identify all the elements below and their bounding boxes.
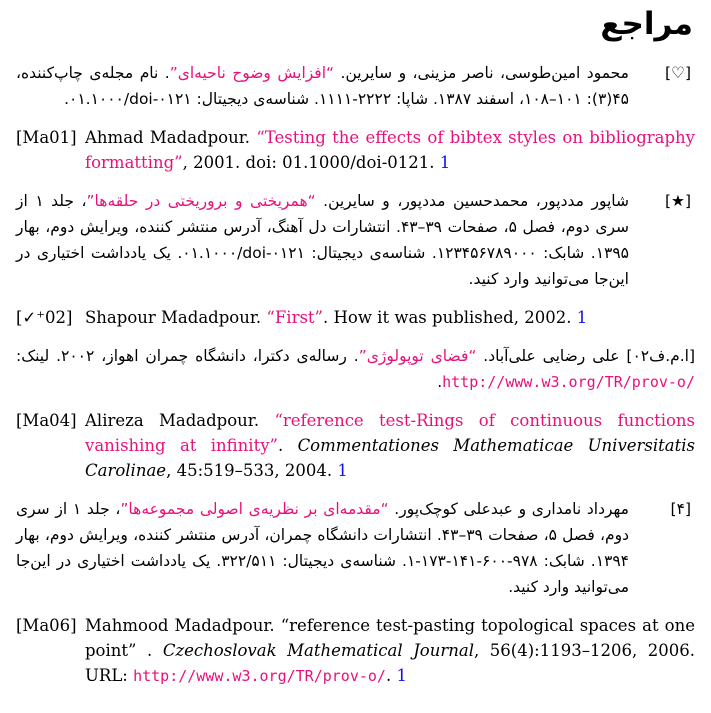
entry-title: “مقدمه‌ای بر نظریه‌ی اصولی مجموعه‌ها” bbox=[120, 500, 389, 518]
entry-info: , 56(4):1193–1206, 2006. URL: bbox=[85, 641, 696, 685]
page-ref-link[interactable]: 1 bbox=[576, 308, 588, 327]
url-link[interactable]: http://www.w3.org/TR/prov-o/ bbox=[133, 667, 386, 685]
entry-info: , 45:519–533, 2004. bbox=[166, 461, 338, 480]
entry-authors: مهرداد نامداری و عبدعلی کوچک‌پور. bbox=[388, 500, 629, 518]
reference-entry-star bbox=[16, 188, 695, 292]
entry-label-check-icon: [✓⁺02] bbox=[16, 308, 73, 327]
reference-entry-ma04 bbox=[16, 408, 695, 483]
entry-doi: ۰۱.۱۰۰۰/doi-۰۱۲۱ bbox=[182, 244, 305, 262]
entry-sep: . bbox=[277, 436, 298, 455]
entry-title: “همریختی و بروریختی در حلقه‌ها” bbox=[86, 192, 316, 210]
reference-entry-heart bbox=[16, 60, 695, 112]
entry-label: [Ma01] bbox=[16, 128, 77, 147]
entry-info: . How it was published, 2002. bbox=[323, 308, 577, 327]
entry-authors: علی رضایی علی‌آباد. bbox=[476, 347, 620, 365]
reference-entry-check02 bbox=[16, 305, 695, 330]
journal-name: Czechoslovak Mathematical Journal bbox=[162, 641, 474, 660]
entry-title: “افزایش وضوح ناحیه‌ای” bbox=[169, 64, 335, 82]
entry-label-heart-icon: [♡] bbox=[665, 64, 691, 82]
entry-title: “First” bbox=[266, 308, 323, 327]
entry-label-star-icon: [★] bbox=[665, 192, 691, 210]
entry-title: “فضای توپولوژی” bbox=[358, 347, 477, 365]
entry-info: . رساله‌ی دکترا، دانشگاه چمران اهواز، ۲۰۰۲. لینک: bbox=[16, 347, 359, 365]
url-link[interactable]: http://www.w3.org/TR/prov-o/ bbox=[442, 373, 695, 391]
reference-entry-ma06 bbox=[16, 613, 695, 689]
entry-sep: . bbox=[385, 666, 397, 685]
entry-info: ، جلد ۱ از سری دوم، فصل ۵، صفحات ۳۹–۴۳. انتشارات دل آهنگ، آدرس منتشر کننده، ویرایش دوم، بهار ۱۳۹۵. شابک: ۱۲۳۴۵۶۷۸۹۰۰۰. شناسه‌ی دیجیتال: bbox=[16, 192, 629, 262]
page-ref-link[interactable]: 1 bbox=[396, 666, 407, 685]
journal-name: Commentationes Mathematicae Universitatis Carolinae bbox=[85, 436, 696, 480]
entry-authors: Ahmad Madadpour. bbox=[85, 128, 257, 147]
entry-period: . bbox=[437, 373, 443, 391]
entry-period: . bbox=[64, 90, 69, 108]
entry-info: , 2001. doi: 01.1000/doi-0121. bbox=[182, 153, 440, 172]
entry-label: [Ma06] bbox=[16, 616, 77, 635]
page-title: مراجع bbox=[600, 6, 693, 42]
entry-info: . نام مجله‌ی چاپ‌کننده، ۴۵(۳): ۱۰۱–۱۰۸، اسفند ۱۳۸۷. شاپا: ۲۲۲۲-۱۱۱۱. شناسه‌ی دیجیتال: bbox=[16, 64, 629, 108]
entry-label: [۴] bbox=[670, 500, 691, 518]
entry-doi: ۰۱.۱۰۰۰/doi-۰۱۲۱ bbox=[69, 90, 192, 108]
entry-label: [ا.م.ف۰۲] bbox=[626, 347, 696, 365]
entry-label: [Ma04] bbox=[16, 411, 77, 430]
reference-list bbox=[16, 60, 695, 702]
reference-entry-ma01 bbox=[16, 125, 695, 175]
entry-authors: Mahmood Madadpour. “reference test-pasting topological spaces at one point” . bbox=[85, 616, 695, 660]
entry-title: “reference test-Rings of continuous functions vanishing at infinity” bbox=[85, 411, 696, 455]
entry-authors: شاپور مددپور، محمدحسین مددپور، و سایرین. bbox=[315, 192, 629, 210]
entry-authors: Alireza Madadpour. bbox=[85, 411, 275, 430]
reference-entry-amf02 bbox=[16, 343, 695, 395]
reference-entry-4 bbox=[16, 496, 695, 600]
entry-authors: محمود امین‌طوسی، ناصر مزینی، و سایرین. bbox=[334, 64, 629, 82]
page-ref-link[interactable]: 1 bbox=[439, 153, 451, 172]
entry-note: . یک یادداشت اختیاری در این‌جا می‌توانید وارد کنید. bbox=[16, 244, 629, 288]
entry-title: “Testing the effects of bibtex styles on bibliography formatting” bbox=[85, 128, 695, 172]
entry-authors: Shapour Madadpour. bbox=[85, 308, 267, 327]
entry-info: ، جلد ۱ از سری دوم، فصل ۵، صفحات ۳۹–۴۳. انتشارات دانشگاه چمران، آدرس منتشر کننده، ویرایش دوم، بهار ۱۳۹۴. شابک: ۹۷۸-۶۰۰-۱۴۱-۱۷۳-۱. شناسه‌ی دیجیتال: ۳۲۲/۵۱۱. یک یادداشت اختیاری در این‌جا می‌توانید وارد کنید. bbox=[16, 500, 629, 596]
page-ref-link[interactable]: 1 bbox=[337, 461, 348, 480]
